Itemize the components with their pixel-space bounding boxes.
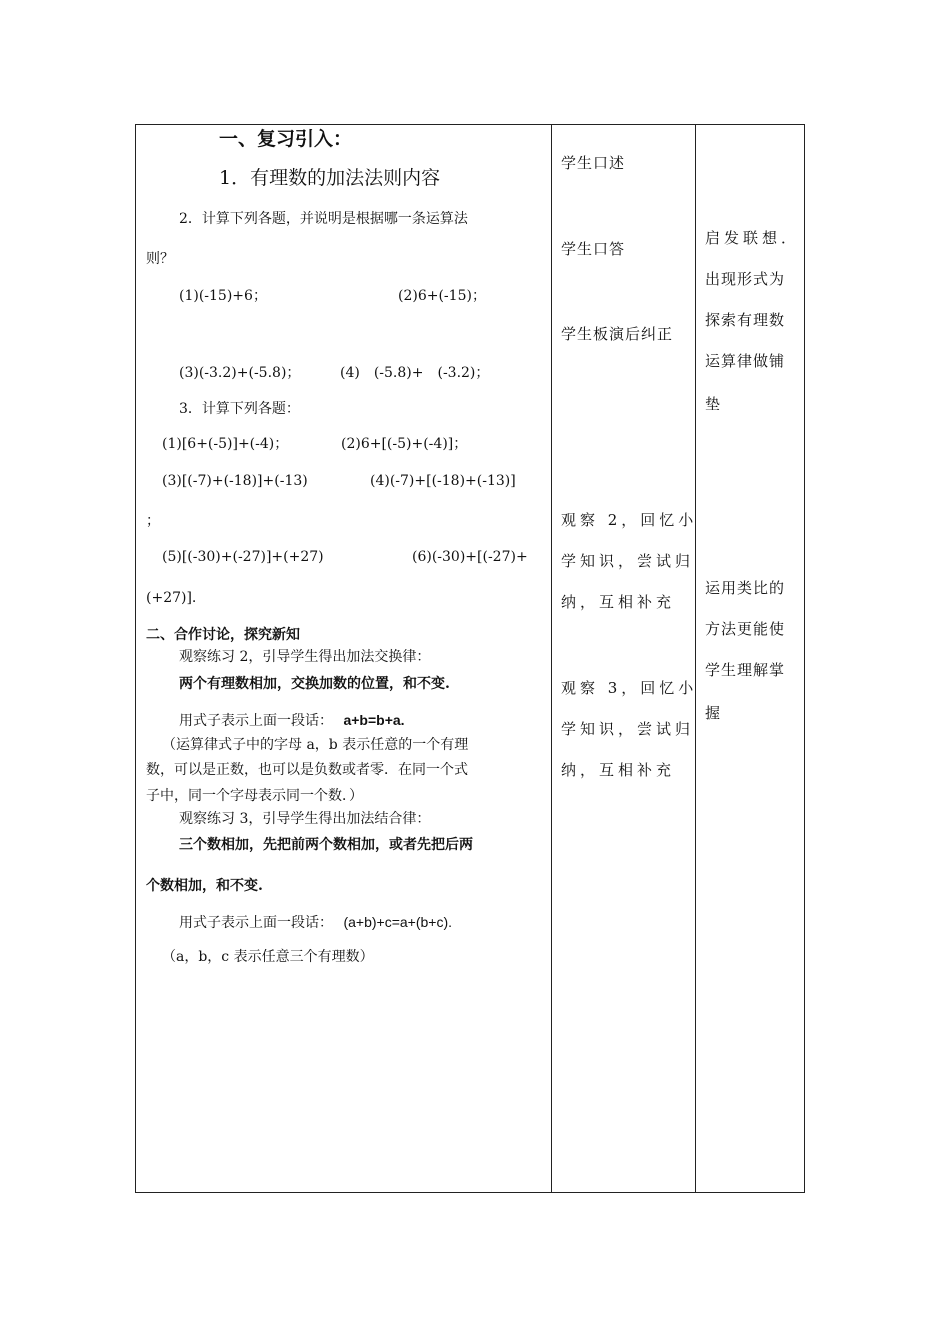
exercise-item: (5)[(-30)+(-27)]+(+27): [162, 549, 324, 565]
observation-3: 观察练习 3，引导学生得出加法结合律：: [179, 811, 431, 827]
exercise-item: (2)6+[(-5)+(-4)]；: [341, 436, 468, 452]
design-intent: 运算律做铺: [705, 352, 786, 370]
exercise-item: (1)(-15)+6；: [179, 288, 267, 304]
note-line: 子中，同一个字母表示同一个数．）: [146, 788, 363, 804]
exercise-item: (4) (-5.8)+ (-3.2)；: [340, 365, 490, 381]
exercise-item: (1)[6+(-5)]+(-4)；: [162, 436, 289, 452]
design-intent: 握: [705, 704, 722, 722]
exercise-item: ；: [146, 513, 160, 529]
design-intent: 方法更能使: [705, 620, 786, 638]
student-activity: 观察 2，回忆小: [561, 511, 698, 529]
student-activity: 观察 3，回忆小: [561, 679, 698, 697]
associative-law-line1: 三个数相加，先把前两个数相加，或者先把后两: [179, 837, 473, 853]
student-activity: 纳，互相补充: [561, 761, 676, 779]
note-line: （a，b，c 表示任意三个有理数）: [162, 949, 374, 965]
exercise-item: (+27)].: [146, 590, 197, 606]
student-activity: 纳，互相补充: [561, 593, 676, 611]
exercise-item: (2)6+(-15)；: [398, 288, 486, 304]
exercise-item: (6)(-30)+[(-27)+: [412, 549, 528, 565]
design-intent: 启发联想．: [705, 229, 801, 247]
formula-prefix: 用式子表示上面一段话：: [179, 915, 333, 931]
commutative-law: 两个有理数相加，交换加数的位置，和不变.: [179, 676, 450, 692]
exercise-item: (3)[(-7)+(-18)]+(-13): [162, 473, 308, 489]
note-line: （运算律式子中的字母 a，b 表示任意的一个有理: [162, 737, 469, 753]
design-intent: 运用类比的: [705, 579, 786, 597]
column-divider: [695, 125, 696, 1192]
student-activity: 学生口答: [561, 240, 626, 258]
lesson-table: [135, 124, 805, 1193]
commutative-formula: a+b=b+a.: [343, 712, 405, 728]
exercise-item: (3)(-3.2)+(-5.8)；: [179, 365, 301, 381]
review-item-3: 3．计算下列各题：: [179, 401, 300, 417]
observation-2: 观察练习 2，引导学生得出加法交换律：: [179, 649, 431, 665]
note-line: 数，可以是正数，也可以是负数或者零．在同一个式: [146, 762, 468, 778]
formula-prefix: 用式子表示上面一段话：: [179, 713, 333, 729]
design-intent: 探索有理数: [705, 311, 786, 329]
review-item-1: 1．有理数的加法法则内容: [219, 167, 441, 189]
section-heading-review: 一、复习引入：: [219, 128, 353, 150]
student-activity: 学生板演后纠正: [561, 325, 674, 343]
formula-line-1: [179, 710, 405, 731]
student-activity: 学知识，尝试归: [561, 720, 695, 738]
design-intent: 学生理解掌: [705, 661, 786, 679]
design-intent: 垫: [705, 395, 722, 413]
review-item-2-line1: 2．计算下列各题，并说明是根据哪一条运算法: [179, 211, 468, 227]
exercise-item: (4)(-7)+[(-18)+(-13)]: [370, 473, 516, 489]
student-activity: 学生口述: [561, 154, 626, 172]
review-item-2-line2: 则？: [146, 251, 174, 267]
associative-formula: (a+b)+c=a+(b+c).: [343, 914, 453, 930]
student-activity: 学知识，尝试归: [561, 552, 695, 570]
design-intent: 出现形式为: [705, 270, 786, 288]
associative-law-line2: 个数相加，和不变.: [146, 878, 263, 894]
column-divider: [551, 125, 552, 1192]
formula-line-2: [179, 912, 452, 933]
section-heading-explore: 二、合作讨论，探究新知: [146, 627, 300, 643]
